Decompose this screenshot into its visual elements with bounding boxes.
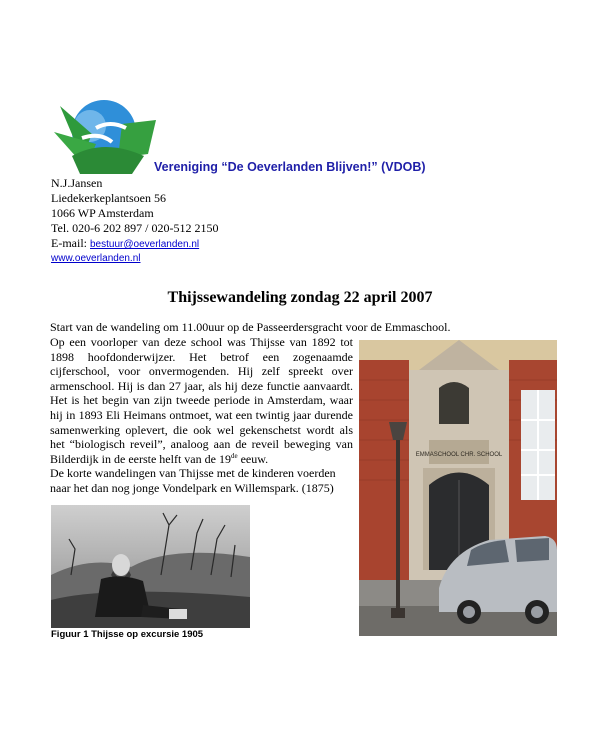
postal-city: 1066 WP Amsterdam xyxy=(51,206,154,220)
email-link[interactable]: bestuur@oeverlanden.nl xyxy=(90,239,200,250)
intro-sentence: Start van de wandeling om 11.00uur op de Passeerdersgracht voor de Emmaschool. xyxy=(50,320,451,334)
address-block xyxy=(51,176,218,264)
street-address: Liedekerkeplantsoen 56 xyxy=(51,191,166,205)
paragraph-2: De korte wandelingen van Thijsse met de kinderen voerden naar het dan nog jonge Vondelpark en Willemspark. (1875) xyxy=(50,466,336,495)
paragraph-1: Op een voorloper van deze school was Thijsse van 1892 tot 1898 hoofdonderwijzer. Het betrof een zogenaamde cijferschool, voor onvermogenden. Hij zelf spreekt over armenschool. Hij is dan 27 jaar, als hij deze functie aanvaardt. Het is het begin van zijn tweede periode in Amsterdam, waar hij in 1893 Eli Heimans ontmoet, wat een twintig jaar durende samenwerking oplevert, die ook wel gekenschetst wordt als het “biologisch reveil”, analoog aan de reveil beweging van Bilderdijk in de eerste helft van de 19de eeuw. xyxy=(50,335,353,466)
phone-numbers: Tel. 020-6 202 897 / 020-512 2150 xyxy=(51,221,219,235)
email-label: E-mail: xyxy=(51,236,87,250)
organization-name: Vereniging “De Oeverlanden Blijven!” (VDOB) xyxy=(154,160,426,174)
document-title: Thijssewandeling zondag 22 april 2007 xyxy=(167,289,433,306)
organization-logo xyxy=(52,98,156,176)
facade-sign: EMMASCHOOL CHR. SCHOOL xyxy=(415,452,503,458)
historical-photo-thijsse xyxy=(51,505,250,628)
superscript-de: de xyxy=(230,451,238,460)
website-line xyxy=(51,252,218,264)
article-body xyxy=(50,335,353,496)
figure-caption: Figuur 1 Thijsse op excursie 1905 xyxy=(51,629,204,640)
school-facade-photo xyxy=(359,340,557,636)
contact-name: N.J.Jansen xyxy=(51,176,103,190)
email-line xyxy=(51,236,218,252)
website-link[interactable]: www.oeverlanden.nl xyxy=(51,253,141,264)
